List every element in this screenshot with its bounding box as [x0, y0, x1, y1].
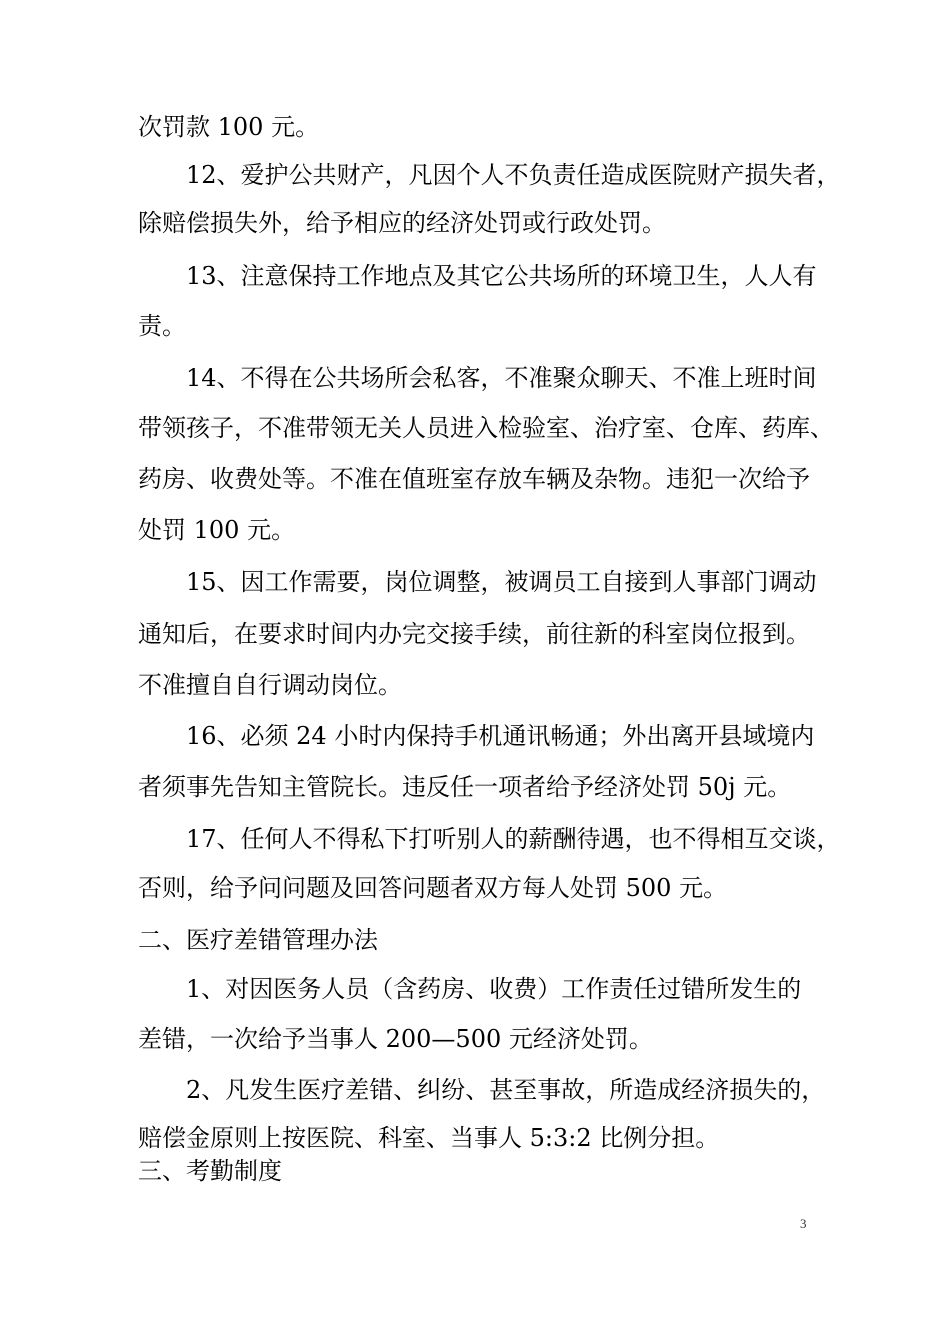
text-line: 15、因工作需要，岗位调整，被调员工自接到人事部门调动 [186, 568, 817, 596]
text-line: 13、注意保持工作地点及其它公共场所的环境卫生，人人有 [186, 262, 817, 290]
text-line: 者须事先告知主管院长。违反任一项者给予经济处罚 50j 元。 [138, 773, 792, 801]
text-line: 否则，给予问问题及回答问题者双方每人处罚 500 元。 [138, 874, 728, 902]
text-line: 1、对因医务人员（含药房、收费）工作责任过错所发生的 [186, 975, 802, 1003]
text-line: 14、不得在公共场所会私客，不准聚众聊天、不准上班时间 [186, 364, 817, 392]
text-line: 赔偿金原则上按医院、科室、当事人 5:3:2 比例分担。 [138, 1124, 720, 1152]
text-line: 次罚款 100 元。 [138, 113, 320, 141]
page-number: 3 [800, 1216, 807, 1231]
section-heading: 三、考勤制度 [138, 1157, 282, 1185]
text-line: 通知后，在要求时间内办完交接手续，前往新的科室岗位报到。 [138, 620, 810, 648]
text-line: 不准擅自自行调动岗位。 [138, 671, 402, 699]
section-heading: 二、医疗差错管理办法 [138, 926, 378, 954]
text-line: 16、必须 24 小时内保持手机通讯畅通；外出离开县域境内 [186, 722, 815, 750]
text-line: 除赔偿损失外，给予相应的经济处罚或行政处罚。 [138, 209, 666, 237]
text-line: 17、任何人不得私下打听别人的薪酬待遇，也不得相互交谈， [186, 825, 841, 853]
text-line: 差错，一次给予当事人 200—500 元经济处罚。 [138, 1025, 653, 1053]
text-line: 责。 [138, 312, 186, 340]
text-line: 带领孩子，不准带领无关人员进入检验室、治疗室、仓库、药库、 [138, 414, 834, 442]
text-line: 12、爱护公共财产，凡因个人不负责任造成医院财产损失者， [186, 161, 841, 189]
text-line: 处罚 100 元。 [138, 516, 296, 544]
text-line: 药房、收费处等。不准在值班室存放车辆及杂物。违犯一次给予 [138, 465, 810, 493]
text-line: 2、凡发生医疗差错、纠纷、甚至事故，所造成经济损失的， [186, 1076, 826, 1104]
